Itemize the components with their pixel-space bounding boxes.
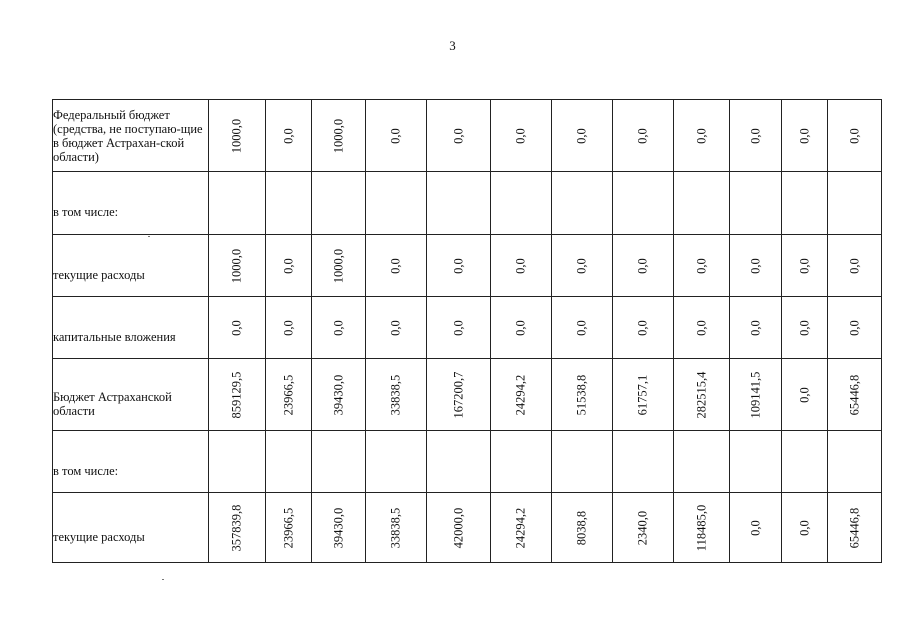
value-cell (730, 100, 782, 172)
value-cell (427, 172, 491, 235)
value-cell (674, 493, 730, 563)
table-body (53, 100, 882, 563)
value-text: 0,0 (797, 127, 811, 144)
value-cell (552, 100, 613, 172)
value-cell (366, 235, 427, 297)
row-label-cell (53, 493, 209, 563)
value-cell (552, 172, 613, 235)
value-cell (427, 297, 491, 359)
row-label: Бюджет Астраханской области (53, 389, 172, 418)
value-cell (366, 431, 427, 493)
value-text: 0,0 (331, 319, 345, 336)
value-cell (366, 493, 427, 563)
row-label-cell (53, 172, 209, 235)
value-text: 0,0 (513, 127, 528, 144)
row-label-cell (53, 235, 209, 297)
value-cell (552, 297, 613, 359)
value-cell (828, 493, 882, 563)
value-cell (266, 493, 312, 563)
budget-table (52, 99, 882, 563)
value-cell (312, 493, 366, 563)
value-text: 0,0 (388, 257, 403, 274)
value-cell (209, 297, 266, 359)
value-text: 0,0 (694, 319, 708, 336)
value-cell (491, 235, 552, 297)
row-label: в том числе: (53, 463, 119, 478)
row-label-cell (53, 359, 209, 431)
row-label: Федеральный бюджет (средства, не поступаю-щие в бюджет Астрахан-ской области) (53, 107, 203, 164)
scan-speck (162, 579, 164, 580)
value-text: 109141,5 (748, 371, 762, 418)
value-cell (491, 172, 552, 235)
row-label: текущие расходы (53, 267, 145, 282)
value-cell (782, 297, 828, 359)
value-text: 0,0 (281, 319, 295, 336)
scan-speck (148, 236, 150, 237)
value-cell (613, 100, 674, 172)
table-row (53, 297, 882, 359)
value-text: 0,0 (388, 319, 403, 336)
value-text: 0,0 (229, 319, 244, 336)
table-row (53, 172, 882, 235)
value-cell (552, 359, 613, 431)
value-cell (828, 172, 882, 235)
value-cell (366, 297, 427, 359)
value-cell (209, 431, 266, 493)
value-cell (828, 431, 882, 493)
row-label-cell (53, 297, 209, 359)
value-text: 0,0 (797, 386, 811, 403)
value-text: 0,0 (797, 319, 811, 336)
value-text: 23966,5 (281, 507, 295, 548)
value-cell (613, 359, 674, 431)
value-text: 0,0 (847, 319, 861, 336)
value-cell (209, 172, 266, 235)
value-cell (312, 359, 366, 431)
value-cell (266, 431, 312, 493)
value-cell (730, 172, 782, 235)
value-cell (828, 235, 882, 297)
value-cell (674, 235, 730, 297)
value-cell (491, 431, 552, 493)
value-cell (782, 359, 828, 431)
value-cell (427, 493, 491, 563)
table-row (53, 431, 882, 493)
value-text: 0,0 (388, 127, 403, 144)
value-text: 0,0 (513, 257, 528, 274)
value-cell (209, 359, 266, 431)
value-cell (209, 493, 266, 563)
value-cell (312, 431, 366, 493)
value-cell (266, 359, 312, 431)
value-cell (552, 493, 613, 563)
value-cell (674, 431, 730, 493)
value-text: 0,0 (694, 127, 708, 144)
value-cell (491, 359, 552, 431)
table-row (53, 359, 882, 431)
value-text: 24294,2 (513, 507, 528, 548)
value-text: 61757,1 (635, 374, 650, 415)
value-text: 859129,5 (229, 371, 244, 418)
value-text: 357839,8 (229, 504, 244, 551)
value-text: 0,0 (847, 257, 861, 274)
value-cell (366, 100, 427, 172)
value-cell (209, 235, 266, 297)
value-cell (427, 100, 491, 172)
value-text: 0,0 (635, 319, 650, 336)
value-cell (613, 431, 674, 493)
table-row (53, 100, 882, 172)
value-cell (266, 100, 312, 172)
value-text: 65446,8 (847, 374, 861, 415)
value-cell (782, 172, 828, 235)
value-text: 0,0 (574, 127, 589, 144)
value-cell (674, 297, 730, 359)
table-row (53, 235, 882, 297)
value-text: 0,0 (797, 257, 811, 274)
value-cell (730, 431, 782, 493)
value-cell (366, 359, 427, 431)
value-text: 42000,0 (451, 507, 465, 548)
value-text: 65446,8 (847, 507, 861, 548)
row-label: в том числе: (53, 205, 119, 219)
value-text: 0,0 (748, 519, 762, 536)
value-text: 0,0 (635, 257, 650, 274)
value-cell (730, 493, 782, 563)
value-text: 33838,5 (388, 374, 403, 415)
value-cell (782, 100, 828, 172)
value-text: 2340,0 (635, 510, 650, 545)
value-cell (312, 172, 366, 235)
value-cell (730, 359, 782, 431)
value-text: 282515,4 (694, 371, 708, 418)
value-cell (828, 359, 882, 431)
value-text: 23966,5 (281, 374, 295, 415)
value-cell (613, 493, 674, 563)
value-text: 0,0 (513, 319, 528, 336)
table-row (53, 493, 882, 563)
value-text: 0,0 (748, 127, 762, 144)
value-cell (674, 359, 730, 431)
value-text: 0,0 (451, 257, 465, 274)
value-cell (491, 297, 552, 359)
value-cell (312, 235, 366, 297)
value-cell (782, 431, 828, 493)
value-cell (427, 235, 491, 297)
value-cell (674, 172, 730, 235)
value-cell (491, 100, 552, 172)
value-cell (613, 235, 674, 297)
value-cell (427, 359, 491, 431)
value-cell (730, 297, 782, 359)
value-text: 1000,0 (331, 118, 345, 153)
value-text: 167200,7 (451, 371, 465, 418)
value-cell (782, 493, 828, 563)
value-text: 0,0 (281, 127, 295, 144)
value-text: 51538,8 (574, 374, 589, 415)
value-text: 0,0 (281, 257, 295, 274)
value-text: 0,0 (635, 127, 650, 144)
value-text: 0,0 (797, 519, 811, 536)
value-text: 8038,8 (574, 510, 589, 545)
value-cell (552, 431, 613, 493)
value-cell (209, 100, 266, 172)
value-cell (613, 172, 674, 235)
value-cell (730, 235, 782, 297)
row-label: текущие расходы (53, 529, 145, 544)
value-cell (266, 297, 312, 359)
value-text: 1000,0 (229, 248, 244, 283)
value-text: 33838,5 (388, 507, 403, 548)
row-label: капитальные вложения (53, 329, 176, 344)
value-text: 39430,0 (331, 374, 345, 415)
row-label-cell (53, 431, 209, 493)
value-cell (366, 172, 427, 235)
value-text: 0,0 (451, 319, 465, 336)
value-cell (828, 100, 882, 172)
value-text: 24294,2 (513, 374, 528, 415)
value-text: 39430,0 (331, 507, 345, 548)
value-text: 0,0 (847, 127, 861, 144)
value-cell (312, 100, 366, 172)
value-cell (828, 297, 882, 359)
value-text: 0,0 (748, 257, 762, 274)
value-text: 0,0 (574, 319, 589, 336)
value-text: 0,0 (694, 257, 708, 274)
page-number: 3 (449, 38, 456, 53)
value-cell (782, 235, 828, 297)
value-cell (613, 297, 674, 359)
row-label-cell (53, 100, 209, 172)
value-text: 0,0 (451, 127, 465, 144)
value-cell (552, 235, 613, 297)
value-text: 118485,0 (694, 504, 708, 551)
value-text: 0,0 (748, 319, 762, 336)
value-cell (266, 172, 312, 235)
value-cell (266, 235, 312, 297)
value-cell (491, 493, 552, 563)
value-text: 0,0 (574, 257, 589, 274)
value-cell (674, 100, 730, 172)
value-text: 1000,0 (229, 118, 244, 153)
value-text: 1000,0 (331, 248, 345, 283)
value-cell (312, 297, 366, 359)
value-cell (427, 431, 491, 493)
